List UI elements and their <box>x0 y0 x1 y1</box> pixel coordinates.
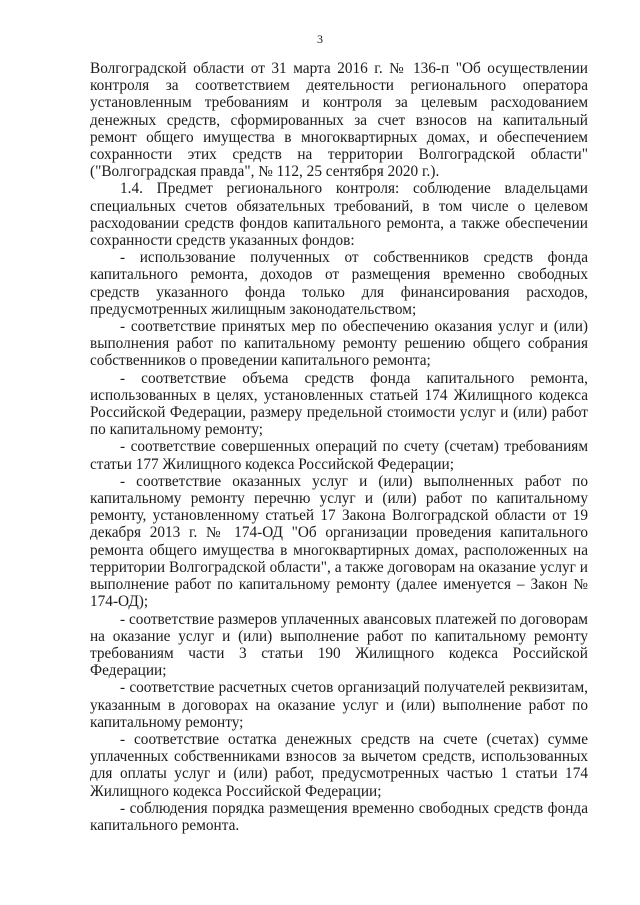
paragraph-p7: - соответствие оказанных услуг и (или) выполненных работ по капитальному ремонту перечню услуг и (или) работ по капитальному ремонту, установленному статьей 17 Закона Волгоградской области от 19 декабря 2013 г. № 174-ОД "Об организации проведения капитального ремонта общего имущества в многоквартирных домах, расположенных на территории Волгоградской области", а также договорам на оказание услуг и выполнение работ по капитальному ремонту (далее именуется – Закон № 174-ОД); <box>90 472 588 611</box>
paragraph-p1: Волгоградской области от 31 марта 2016 г. № 136-п "Об осуществлении контроля за соответствием деятельности регионального оператора установленным требованиям и контроля за целевым расходованием денежных средств, сформированных за счет взносов на капитальный ремонт общего имущества в многоквартирных домах, и обеспечением сохранности этих средств на территории Волгоградской области" ("Волгоградская правда", № 112, 25 сентября 2020 г.). <box>90 60 588 181</box>
paragraph-p6: - соответствие совершенных операций по счету (счетам) требованиям статьи 177 Жилищного кодекса Российской Федерации; <box>90 438 588 473</box>
paragraph-p3: - использование полученных от собственников средств фонда капитального ремонта, доходов от размещения временно свободных средств указанного фонда только для финансирования расходов, предусмотренных жилищным законодательством; <box>90 249 588 318</box>
paragraph-p8: - соответствие размеров уплаченных авансовых платежей по договорам на оказание услуг и (или) выполнение работ по капитальному ремонту требованиям части 3 статьи 190 Жилищного кодекса Российской Федерации; <box>90 610 588 680</box>
paragraph-p4: - соответствие принятых мер по обеспечению оказания услуг и (или) выполнения работ по капитальному ремонту решению общего собрания собственников о проведении капитального ремонта; <box>90 318 588 370</box>
paragraph-p9: - соответствие расчетных счетов организаций получателей реквизитам, указанным в договорах на оказание услуг и (или) выполнение работ по капитальному ремонту; <box>90 679 588 731</box>
paragraph-p5: - соответствие объема средств фонда капитального ремонта, использованных в целях, установленных статьей 174 Жилищного кодекса Российской Федерации, размеру предельной стоимости услуг и (или) работ по капитальному ремонту; <box>90 369 588 439</box>
page-number: 3 <box>317 32 323 46</box>
paragraph-p10: - соответствие остатка денежных средств на счете (счетах) сумме уплаченных собственниками взносов за вычетом средств, использованных для оплаты услуг и (или) работ, предусмотренных частью 1 статьи 174 Жилищного кодекса Российской Федерации; <box>90 730 588 800</box>
document-body <box>90 60 588 834</box>
paragraph-p2: 1.4. Предмет регионального контроля: соблюдение владельцами специальных счетов обязательных требований, в том числе о целевом расходовании средств фондов капитального ремонта, а также обеспечении сохранности средств указанных фондов: <box>90 180 588 250</box>
paragraph-p11: - соблюдения порядка размещения временно свободных средств фонда капитального ремонта. <box>90 799 588 834</box>
